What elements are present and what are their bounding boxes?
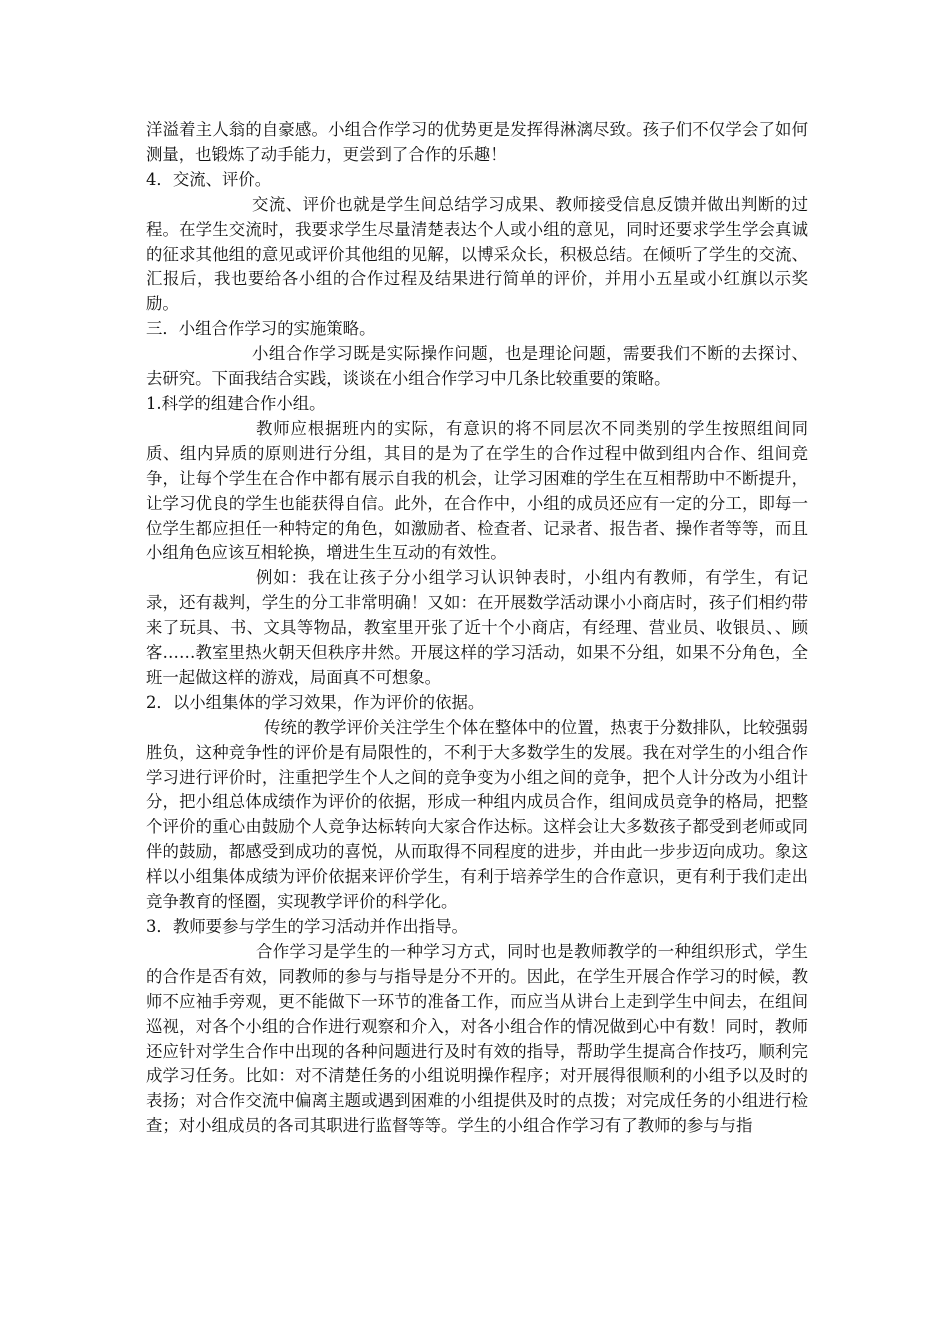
heading-strategy-2: 2．以小组集体的学习效果，作为评价的依据。 [146,692,485,712]
heading-section-3: 三．小组合作学习的实施策略。 [146,319,376,339]
paragraph-intro: 洋溢着主人翁的自豪感。小组合作学习的优势更是发挥得淋漓尽致。孩子们不仅学会了如何测量，也锻炼了动手能力，更尝到了合作的乐趣！ [146,120,808,164]
heading-strategy-1: 1.科学的组建合作小组。 [146,393,326,413]
paragraph-strategy-1a: 教师应根据班内的实际，有意识的将不同层次不同类别的学生按照组间同质、组内异质的原则进行分组，其目的是为了在学生的合作过程中做到组内合作、组间竞争，让每个学生在合作中都有展示自我的机会，让学习困难的学生在互相帮助中不断提升，让学习优良的学生也能获得自信。此外，在合作中，小组的成员还应有一定的分工，即每一位学生都应担任一种特定的角色，如激励者、检查者、记录者、报告者、操作者等等，而且小组角色应该互相轮换，增进生生互动的有效性。 [146,418,808,563]
paragraph-exchange-evaluation: 交流、评价也就是学生间总结学习成果、教师接受信息反馈并做出判断的过程。在学生交流时，我要求学生尽量清楚表达个人或小组的意见，同时还要求学生学会真诚的征求其他组的意见或评价其他组的见解，以博采众长，积极总结。在倾听了学生的交流、汇报后，我也要给各小组的合作过程及结果进行简单的评价，并用小五星或小红旗以示奖励。 [146,194,808,314]
heading-4-exchange-evaluation: 4．交流、评价。 [146,169,272,189]
paragraph-strategy-2: 传统的教学评价关注学生个体在整体中的位置，热衷于分数排队，比较强弱胜负，这种竞争性的评价是有局限性的，不利于大多数学生的发展。我在对学生的小组合作学习进行评价时，注重把学生个人之间的竞争变为小组之间的竞争，把个人计分改为小组计分，把小组总体成绩作为评价的依据，形成一种组内成员合作，组间成员竞争的格局，把整个评价的重心由鼓励个人竞争达标转向大家合作达标。这样会让大多数孩子都受到老师或同伴的鼓励，都感受到成功的喜悦，从而取得不同程度的进步，并由此一步步迈向成功。象这样以小组集体成绩为评价依据来评价学生，有利于培养学生的合作意识，更有利于我们走出竞争教育的怪圈，实现教学评价的科学化。 [146,717,808,912]
paragraph-section-3: 小组合作学习既是实际操作问题，也是理论问题，需要我们不断的去探讨、去研究。下面我结合实践，谈谈在小组合作学习中几条比较重要的策略。 [146,344,808,389]
heading-strategy-3: 3．教师要参与学生的学习活动并作出指导。 [146,917,468,936]
paragraph-strategy-3: 合作学习是学生的一种学习方式，同时也是教师教学的一种组织形式，学生的合作是否有效，同教师的参与与指导是分不开的。因此，在学生开展合作学习的时候，教师不应袖手旁观，更不能做下一环节的准备工作，而应当从讲台上走到学生中间去，在组间巡视，对各个小组的合作进行观察和介入，对各小组合作的情况做到心中有数！同时，教师还应针对学生合作中出现的各种问题进行及时有效的指导，帮助学生提高合作技巧，顺利完成学习任务。比如：对不清楚任务的小组说明操作程序；对开展得很顺利的小组予以及时的表扬；对合作交流中偏离主题或遇到困难的小组提供及时的点拨；对完成任务的小组进行检查；对小组成员的各司其职进行监督等等。学生的小组合作学习有了教师的参与与指 [146,941,808,1136]
paragraph-strategy-1b: 例如：我在让孩子分小组学习认识钟表时，小组内有教师，有学生，有记录，还有裁判，学生的分工非常明确！又如：在开展数学活动课小小商店时，孩子们相约带来了玩具、书、文具等物品，教室里开张了近十个小商店，有经理、营业员、收银员、、顾客……教室里热火朝天但秩序井然。开展这样的学习活动，如果不分组，如果不分角色，全班一起做这样的游戏，局面真不可想象。 [146,568,808,687]
document-page [146,118,808,1139]
